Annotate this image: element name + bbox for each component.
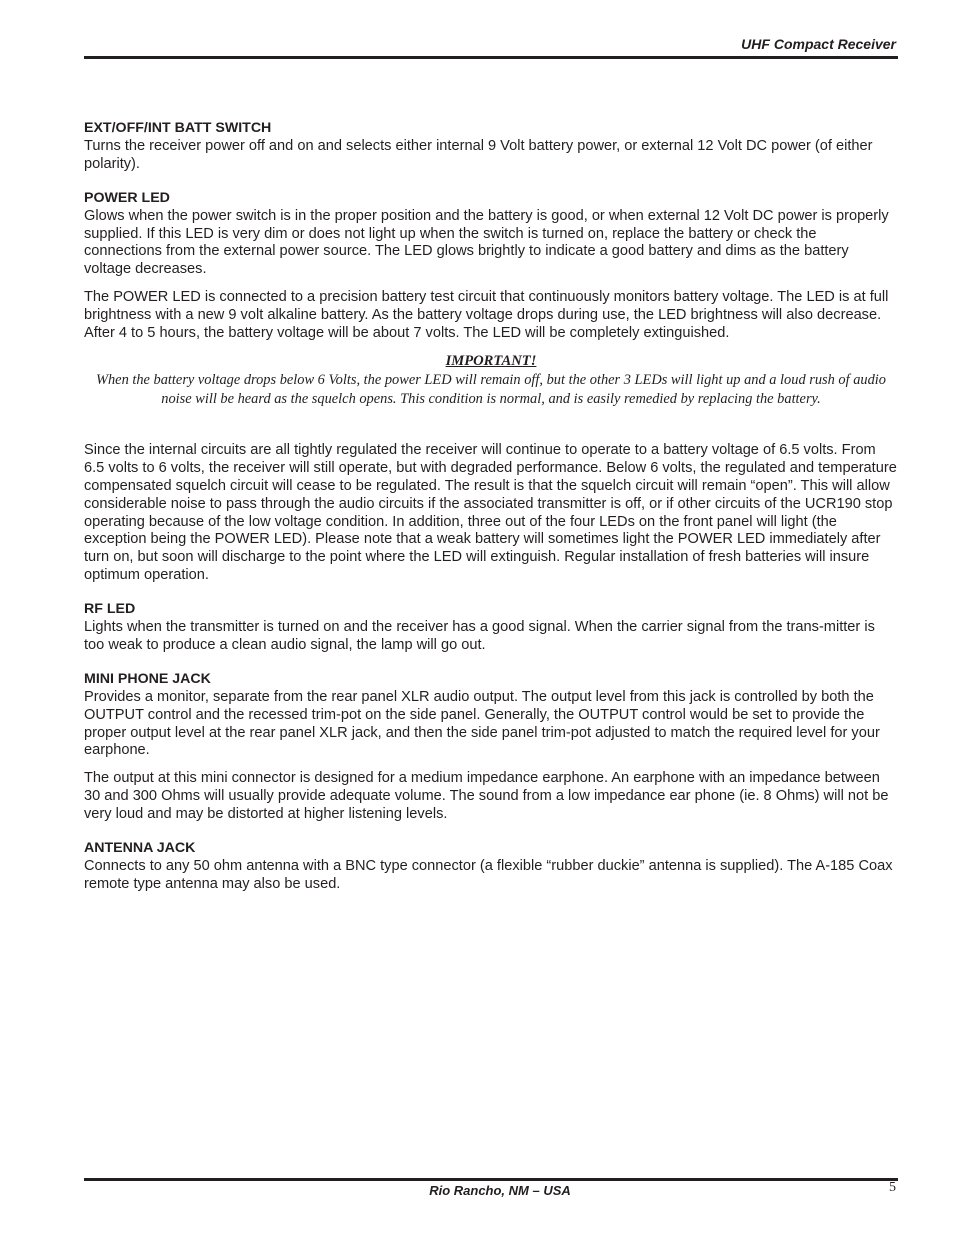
important-heading: IMPORTANT!	[445, 352, 537, 369]
section-antenna-jack	[84, 840, 898, 894]
important-notice	[84, 353, 898, 409]
section-title: RF LED	[84, 601, 136, 618]
body-paragraph: Since the internal circuits are all tightly regulated the receiver will continue to operate to a battery voltage of 6.5 volts. From 6.5 volts to 6 volts, the receiver will still operate, but with degraded performance. Below 6 volts, the regulated and temperature compensated squelch circuit will cease to be regulated. The result is that the squelch circuit will remain “open”. This will allow considerable noise to pass through the audio circuits if the associated transmitter is off, or if other circuits of the UCR190 stop operating because of the low voltage condition. In addition, three out of the four LEDs on the front panel will light (the exception being the POWER LED). Please note that a weak battery will sometimes light the POWER LED immediately after turn on, but soon will discharge to the point where the LED will extinguish. Regular installation of fresh batteries will insure optimum operation.	[84, 441, 897, 584]
body-paragraph: Lights when the transmitter is turned on and the receiver has a good signal. When the carrier signal from the trans-mitter is too weak to produce a clean audio signal, the lamp will go out.	[84, 619, 875, 653]
body-paragraph: Provides a monitor, separate from the rear panel XLR audio output. The output level from this jack is controlled by both the OUTPUT control and the recessed trim-pot on the side panel. Generally, the OUTPUT control would be set to provide the proper output level at the rear panel XLR jack, and then the side panel trim-pot adjusted to match the required level for your earphone.	[84, 688, 880, 759]
section-title: MINI PHONE JACK	[84, 670, 211, 687]
body-paragraph: Connects to any 50 ohm antenna with a BNC type connector (a flexible “rubber duckie” antenna is supplied). The A-185 Coax remote type antenna may also be used.	[84, 858, 893, 892]
footer-location: Rio Rancho, NM – USA	[429, 1183, 571, 1198]
important-text: When the battery voltage drops below 6 Volts, the power LED will remain off, but the other 3 LEDs will light up and a loud rush of audio noise will be heard as the squelch opens. This condition is normal, and is easily remedied by replacing the battery.	[96, 371, 886, 407]
section-mini-phone-jack	[84, 671, 898, 824]
body-paragraph: Turns the receiver power off and on and selects either internal 9 Volt battery power, or external 12 Volt DC power (of either polarity).	[84, 137, 873, 172]
section-rf-led	[84, 601, 898, 655]
body-paragraph: The POWER LED is connected to a precision battery test circuit that continuously monitors battery voltage. The LED is at full brightness with a new 9 volt alkaline battery. As the battery voltage drops during use, the LED brightness will also decrease. After 4 to 5 hours, the battery voltage will be about 7 volts. The LED will be completely extinguished.	[84, 289, 889, 342]
header-rule	[84, 56, 898, 59]
section-ext-off-int-batt-switch	[84, 120, 898, 174]
section-title: ANTENNA JACK	[84, 840, 196, 857]
page-content	[84, 120, 898, 904]
footer-rule	[84, 1178, 898, 1181]
page-number: 5	[889, 1180, 896, 1195]
section-power-led	[84, 190, 898, 585]
body-paragraph: Glows when the power switch is in the proper position and the battery is good, or when external 12 Volt DC power is properly supplied. If this LED is very dim or does not light up when the switch is turned on, replace the battery or check the connections from the external power source. The LED glows brightly to indicate a good battery and dims as the battery voltage decreases.	[84, 207, 889, 278]
running-header-title: UHF Compact Receiver	[741, 36, 896, 52]
body-paragraph: The output at this mini connector is designed for a medium impedance earphone. An earphone with an impedance between 30 and 300 Ohms will usually provide adequate volume. The sound from a low impedance ear phone (ie. 8 Ohms) will not be very loud and may be distorted at higher listening levels.	[84, 770, 889, 823]
section-title: EXT/OFF/INT BATT SWITCH	[84, 120, 272, 136]
section-title: POWER LED	[84, 189, 170, 206]
